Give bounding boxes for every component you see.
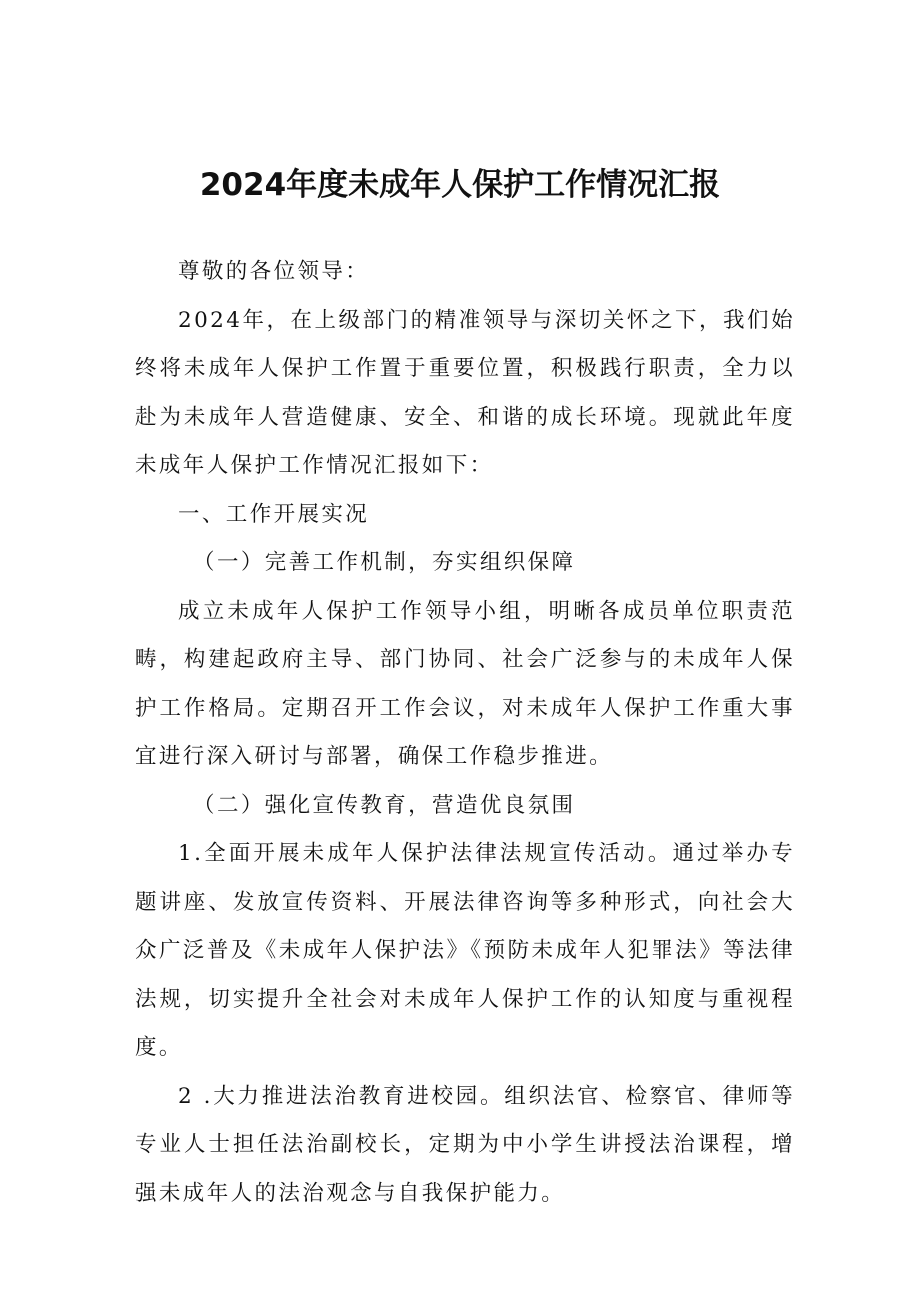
subsection-heading: （一）完善工作机制，夯实组织保障 [193, 550, 576, 575]
section-heading: 一、工作开展实况 [178, 501, 370, 527]
subsection-heading: （二）强化宣传教育，营造优良氛围 [193, 792, 576, 818]
body-paragraph: 成立未成年人保护工作领导小组，明晰各成员单位职责范畴，构建起政府主导、部门协同、社会广泛参与的未成年人保护工作格局。定期召开工作会议，对未成年人保护工作重大事宜进行深入研讨与部署，确保工作稳步推进。 [135, 598, 795, 769]
intro-paragraph: 2024年，在上级部门的精准领导与深切关怀之下，我们始终将未成年人保护工作置于重要位置，积极践行职责，全力以赴为未成年人营造健康、安全、和谐的成长环境。现就此年度未成年人保护工作情况汇报如下： [135, 307, 795, 478]
list-item: 1.全面开展未成年人保护法律法规宣传活动。通过举办专题讲座、发放宣传资料、开展法律咨询等多种形式，向社会大众广泛普及《未成年人保护法》《预防未成年人犯罪法》等法律法规，切实提升全社会对未成年人保护工作的认知度与重视程度。 [135, 841, 795, 1060]
document-body [135, 248, 795, 1218]
salutation: 尊敬的各位领导： [178, 259, 370, 284]
list-item: 2 .大力推进法治教育进校园。组织法官、检察官、律师等专业人士担任法治副校长，定期为中小学生讲授法治课程，增强未成年人的法治观念与自我保护能力。 [135, 1083, 795, 1206]
document-title: 2024年度未成年人保护工作情况汇报 [199, 167, 721, 203]
